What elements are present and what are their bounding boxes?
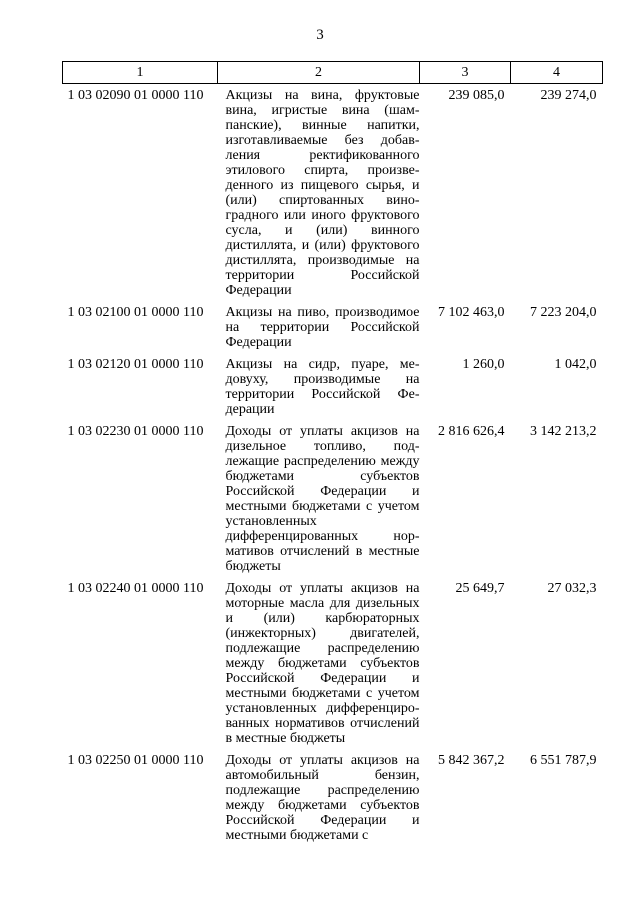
row-code: 1 03 02090 01 0000 110 xyxy=(67,88,204,103)
row-value-1: 25 649,7 xyxy=(455,581,505,596)
table-row xyxy=(63,577,603,749)
table-row xyxy=(63,301,603,353)
row-code: 1 03 02230 01 0000 110 xyxy=(67,424,204,439)
table-body xyxy=(63,84,603,847)
row-value-2: 239 274,0 xyxy=(540,88,597,103)
row-value-2: 3 142 213,2 xyxy=(530,424,597,439)
column-header-value-2: 4 xyxy=(511,62,603,84)
row-value-1: 239 085,0 xyxy=(448,88,505,103)
row-value-1: 7 102 463,0 xyxy=(438,305,505,320)
table-row xyxy=(63,353,603,420)
row-name: Акцизы на пиво, производимое на территории Российской Федерации xyxy=(225,305,420,350)
row-value-1: 5 842 367,2 xyxy=(438,753,505,768)
budget-table xyxy=(62,61,603,846)
table-header xyxy=(63,62,603,84)
row-code: 1 03 02250 01 0000 110 xyxy=(67,753,204,768)
row-value-2: 1 042,0 xyxy=(554,357,597,372)
table-row xyxy=(63,749,603,846)
table-row xyxy=(63,420,603,577)
table-row xyxy=(63,84,603,302)
column-header-name: 2 xyxy=(218,62,420,84)
row-name: Доходы от уплаты акцизов на автомобильный бензин, подлежащие распределению между бюджетами субъектов Российской Федерации и местными бюджетами с xyxy=(225,753,420,843)
header-row xyxy=(63,62,603,84)
column-header-value-1: 3 xyxy=(420,62,511,84)
row-name: Акцизы на сидр, пуаре, медовуху, производимые на территории Российской Федерации xyxy=(225,357,420,417)
row-value-1: 1 260,0 xyxy=(462,357,505,372)
row-value-2: 7 223 204,0 xyxy=(530,305,597,320)
row-name: Доходы от уплаты акцизов на дизельное топливо, подлежащие распределению между бюджетами субъектов Российской Федерации и местными бюджетами с учетом установленных дифференцированных нормативов отчислений в местные бюджеты xyxy=(225,424,420,574)
row-code: 1 03 02120 01 0000 110 xyxy=(67,357,204,372)
page-number: 3 xyxy=(316,27,324,43)
row-code: 1 03 02100 01 0000 110 xyxy=(67,305,204,320)
row-code: 1 03 02240 01 0000 110 xyxy=(67,581,204,596)
row-name: Доходы от уплаты акцизов на моторные масла для дизельных и (или) карбюраторных (инжекторных) двигателей, подлежащие распределению между бюджетами субъектов Российской Федерации и местными бюджетами с учетом установленных дифференцированных нормативов отчислений в местные бюджеты xyxy=(225,581,420,746)
column-header-code: 1 xyxy=(63,62,218,84)
row-value-2: 27 032,3 xyxy=(547,581,597,596)
row-value-1: 2 816 626,4 xyxy=(438,424,505,439)
row-name: Акцизы на вина, фруктовые вина, игристые вина (шампанские), винные напитки, изготавливаемые без добавления ректификованного этилового спирта, произведенного из пищевого сырья, и (или) спиртованных виноградного или иного фруктового сусла, и (или) винного дистиллята, и (или) фруктового дистиллята, производимые на территории Российской Федерации xyxy=(225,88,420,298)
row-value-2: 6 551 787,9 xyxy=(530,753,597,768)
